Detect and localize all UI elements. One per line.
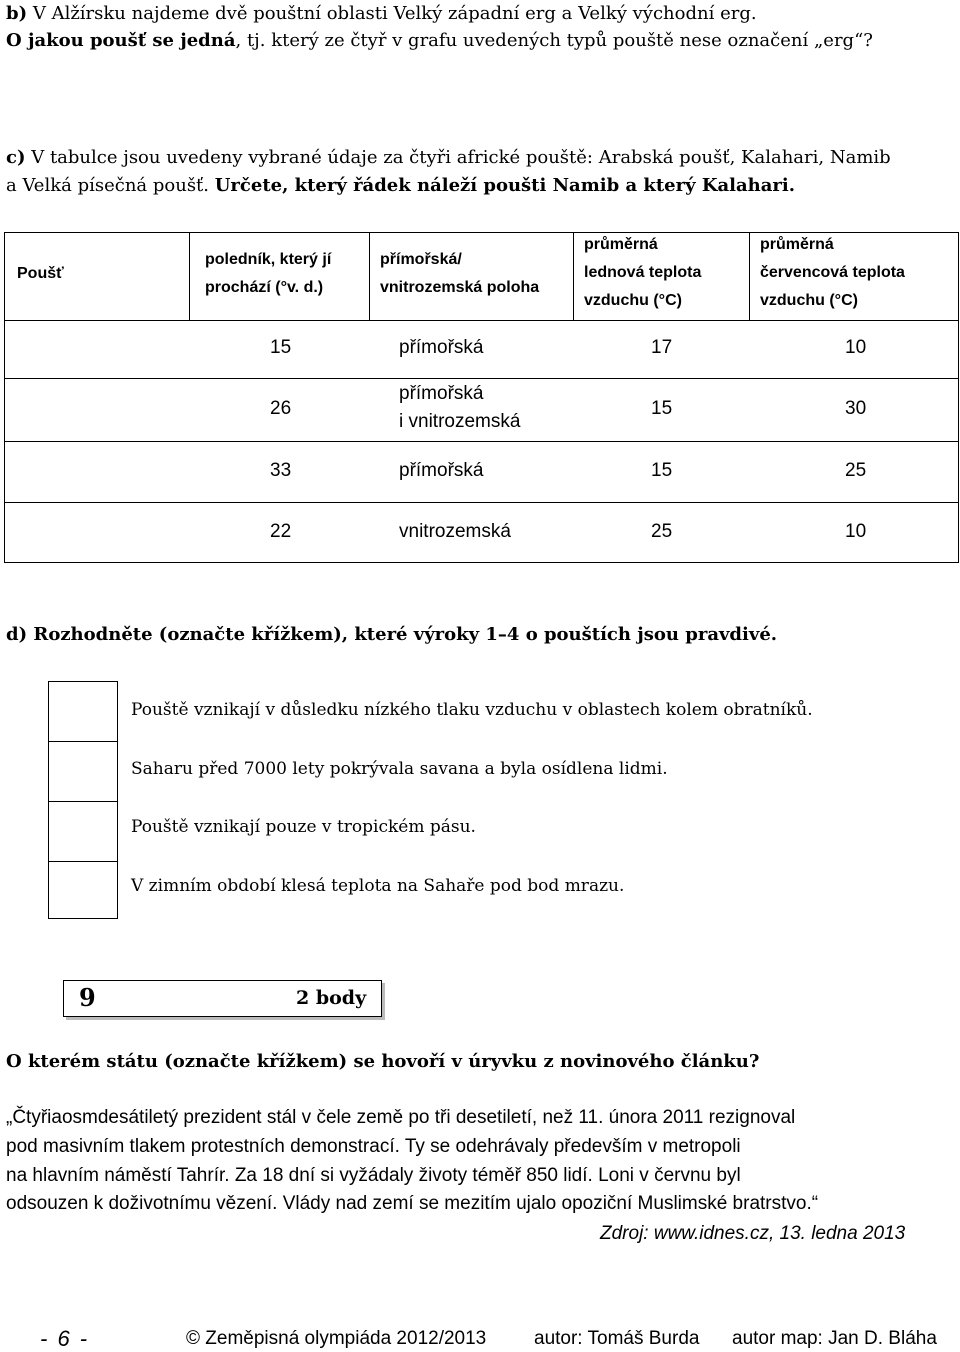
table-row	[5, 503, 958, 562]
footer-maps-author: autor map: Jan D. Bláha	[732, 1328, 937, 1349]
task-number: 9	[79, 983, 96, 1012]
cell-position: přímořská	[399, 460, 484, 481]
header-meridian-line2: prochází (°v. d.)	[205, 279, 324, 296]
header-january	[584, 231, 701, 315]
cell-meridian: 26	[270, 398, 292, 419]
question-c-line2	[6, 175, 795, 197]
cell-january: 25	[651, 521, 673, 542]
checkbox-statement-3[interactable]	[48, 801, 118, 862]
header-july-line1: průměrná	[760, 236, 834, 253]
header-divider	[573, 233, 574, 320]
header-meridian-line1: poledník, který jí	[205, 251, 332, 268]
cell-meridian: 15	[270, 337, 292, 358]
article-line-3: na hlavním náměstí Tahrír. Za 18 dní si vyžádaly životy téměř 850 lidí. Loni v červnu byl	[6, 1165, 741, 1186]
page-number: - 6 -	[40, 1326, 90, 1351]
article-line-2: pod masivním tlakem protestních demonstrací. Ty se odehrávaly především v metropoli	[6, 1136, 741, 1157]
desert-table	[4, 232, 959, 563]
question-c-label: c)	[6, 147, 26, 168]
header-position-line2: vnitrozemská poloha	[380, 279, 540, 296]
article-line-4: odsouzen k doživotnímu vězení. Vlády nad zemí se mezitím ujalo opoziční Muslimské bratrstvo.“	[6, 1193, 819, 1214]
header-july-line2: červencová teplota	[760, 264, 905, 281]
question-c-emphasis: Určete, který řádek náleží poušti Namib a který Kalahari.	[214, 175, 795, 196]
question-c-plain: a Velká písečná poušť.	[6, 175, 215, 196]
header-january-line3: vzduchu (°C)	[584, 292, 682, 309]
cell-position	[399, 380, 520, 436]
header-position	[380, 246, 539, 302]
task-9-header	[63, 980, 382, 1017]
cell-january: 15	[651, 460, 673, 481]
header-position-line1: přímořská/	[380, 251, 462, 268]
statement-1: Pouště vznikají v důsledku nízkého tlaku vzduchu v oblastech kolem obratníků.	[131, 700, 813, 720]
cell-january: 15	[651, 398, 673, 419]
question-d-text: d) Rozhodněte (označte křížkem), které výroky 1–4 o pouštích jsou pravdivé.	[6, 624, 778, 645]
task-points: 2 body	[296, 987, 367, 1009]
question-b-text: V Alžírsku najdeme dvě pouštní oblasti Velký západní erg a Velký východní erg.	[32, 3, 757, 24]
question-b-line1	[6, 3, 757, 25]
footer-author: autor: Tomáš Burda	[534, 1328, 700, 1349]
cell-position: přímořská	[399, 337, 484, 358]
question-b-line2	[6, 30, 873, 52]
cell-july: 10	[845, 521, 867, 542]
checkbox-statement-4[interactable]	[48, 861, 118, 919]
cell-meridian: 22	[270, 521, 292, 542]
header-divider	[189, 233, 190, 320]
cell-position-line2: i vnitrozemská	[399, 411, 521, 432]
question-c-text: V tabulce jsou uvedeny vybrané údaje za čtyři africké pouště: Arabská poušť, Kalahari, Namib	[31, 147, 891, 168]
cell-july: 25	[845, 460, 867, 481]
statement-3: Pouště vznikají pouze v tropickém pásu.	[131, 817, 476, 837]
cell-july: 30	[845, 398, 867, 419]
header-desert: Poušť	[17, 265, 64, 282]
header-july	[760, 231, 905, 315]
header-divider	[369, 233, 370, 320]
cell-july: 10	[845, 337, 867, 358]
question-b-label: b)	[6, 3, 28, 24]
table-row	[5, 320, 958, 379]
article-line-1: „Čtyřiaosmdesátiletý prezident stál v čele země po tři desetiletí, než 11. února 2011 rezignoval	[6, 1107, 796, 1128]
header-july-line3: vzduchu (°C)	[760, 292, 858, 309]
header-january-line2: lednová teplota	[584, 264, 702, 281]
checkbox-statement-2[interactable]	[48, 741, 118, 802]
table-row	[5, 442, 958, 503]
header-divider	[749, 233, 750, 320]
checkbox-statement-1[interactable]	[48, 681, 118, 742]
question-b-emphasis: O jakou poušť se jedná	[6, 30, 236, 51]
question-c-line1	[6, 147, 891, 169]
cell-position-line1: přímořská	[399, 383, 484, 404]
task-9-question: O kterém státu (označte křížkem) se hovoří v úryvku z novinového článku?	[6, 1051, 760, 1072]
statement-2: Saharu před 7000 lety pokrývala savana a byla osídlena lidmi.	[131, 759, 668, 779]
article-source: Zdroj: www.idnes.cz, 13. ledna 2013	[600, 1223, 906, 1244]
cell-position: vnitrozemská	[399, 521, 511, 542]
question-b-rest: , tj. který ze čtyř v grafu uvedených typů pouště nese označení „erg“?	[235, 30, 873, 51]
header-meridian	[205, 246, 331, 302]
table-header	[5, 233, 958, 321]
cell-january: 17	[651, 337, 673, 358]
header-january-line1: průměrná	[584, 236, 658, 253]
table-row	[5, 379, 958, 442]
statement-4: V zimním období klesá teplota na Sahaře pod bod mrazu.	[131, 876, 625, 896]
cell-meridian: 33	[270, 460, 292, 481]
footer-copyright: © Zeměpisná olympiáda 2012/2013	[186, 1328, 487, 1349]
